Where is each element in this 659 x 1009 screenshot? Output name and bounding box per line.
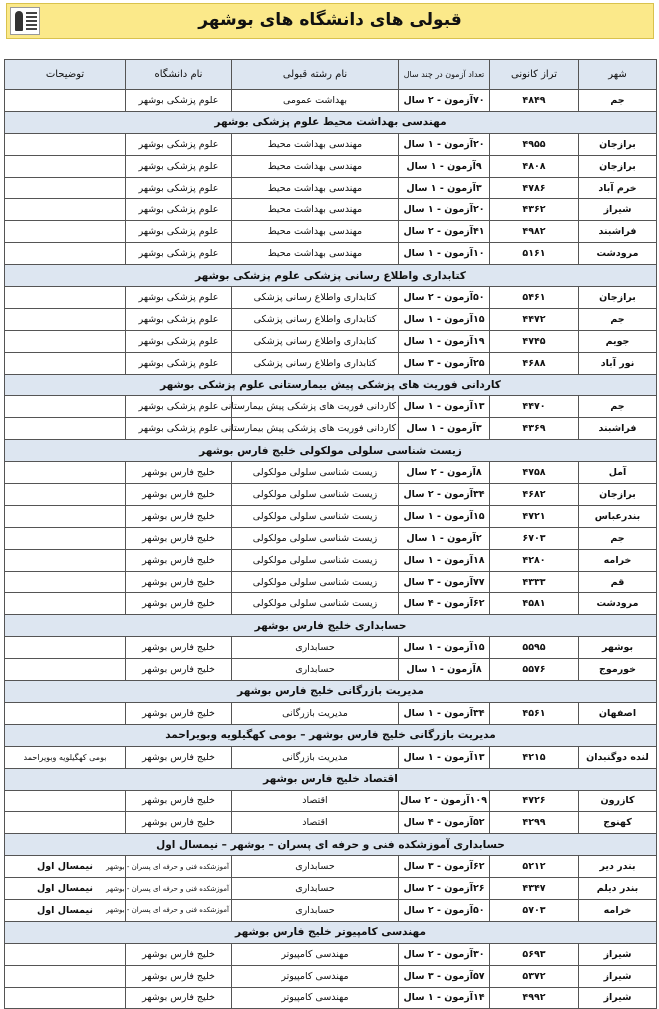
table-row — [5, 899, 657, 921]
major-cell: زیست شناسی سلولی مولکولی — [232, 484, 399, 506]
score-cell: ۶۷۰۳ — [490, 527, 579, 549]
notes-cell — [5, 90, 126, 112]
university-cell: علوم پزشکی بوشهر — [126, 287, 232, 309]
section-row — [5, 921, 657, 943]
city-cell: نور آباد — [579, 352, 657, 374]
section-row — [5, 768, 657, 790]
university-cell: علوم پزشکی بوشهر — [126, 308, 232, 330]
admissions-table — [4, 59, 657, 1009]
table-row — [5, 878, 657, 900]
major-cell: زیست شناسی سلولی مولکولی — [232, 462, 399, 484]
score-cell: ۴۴۷۰ — [490, 396, 579, 418]
university-cell: خلیج فارس بوشهر — [126, 812, 232, 834]
exam-count-cell: ۳آزمون - ۱ سال — [399, 177, 490, 199]
column-header-city: شهر — [579, 60, 657, 90]
section-title: حسابداری خلیج فارس بوشهر — [5, 615, 657, 637]
university-cell: خلیج فارس بوشهر — [126, 987, 232, 1009]
city-cell: کازرون — [579, 790, 657, 812]
major-cell: حسابداری — [232, 659, 399, 681]
university-cell: خلیج فارس بوشهر — [126, 527, 232, 549]
exam-count-cell: ۵۰آزمون - ۲ سال — [399, 899, 490, 921]
city-cell: لنده دوگنبدان — [579, 746, 657, 768]
table-row — [5, 484, 657, 506]
score-cell: ۴۳۴۷ — [490, 878, 579, 900]
section-row — [5, 440, 657, 462]
university-cell: علوم پزشکی بوشهر — [126, 90, 232, 112]
major-cell: زیست شناسی سلولی مولکولی — [232, 571, 399, 593]
table-row — [5, 396, 657, 418]
exam-count-cell: ۱۰۹آزمون - ۲ سال — [399, 790, 490, 812]
notes-cell — [5, 177, 126, 199]
table-row — [5, 177, 657, 199]
score-cell: ۴۲۸۰ — [490, 549, 579, 571]
city-cell: خرم آباد — [579, 177, 657, 199]
page-title: قبولی های دانشگاه های بوشهر — [198, 10, 462, 30]
table-row — [5, 702, 657, 724]
exam-count-cell: ۲۵آزمون - ۳ سال — [399, 352, 490, 374]
university-cell: خلیج فارس بوشهر — [126, 659, 232, 681]
major-cell: حسابداری — [232, 637, 399, 659]
exam-count-cell: ۵۰آزمون - ۲ سال — [399, 287, 490, 309]
exam-count-cell: ۱۵آزمون - ۱ سال — [399, 505, 490, 527]
exam-count-cell: ۱۸آزمون - ۱ سال — [399, 549, 490, 571]
score-cell: ۵۱۶۱ — [490, 243, 579, 265]
notes-cell: نیمسال اول — [5, 878, 126, 900]
city-cell: شیراز — [579, 965, 657, 987]
score-cell: ۴۹۹۲ — [490, 987, 579, 1009]
table-row — [5, 659, 657, 681]
score-cell: ۴۳۳۳ — [490, 571, 579, 593]
city-cell: مرودشت — [579, 243, 657, 265]
notes-cell — [5, 571, 126, 593]
table-row — [5, 637, 657, 659]
table-row — [5, 308, 657, 330]
table-row — [5, 856, 657, 878]
notes-cell — [5, 790, 126, 812]
score-cell: ۴۷۲۱ — [490, 505, 579, 527]
section-title: مهندسی بهداشت محیط علوم پزشکی بوشهر — [5, 111, 657, 133]
university-cell: علوم پزشکی بوشهر — [126, 177, 232, 199]
major-cell: مهندسی بهداشت محیط — [232, 221, 399, 243]
university-cell: خلیج فارس بوشهر — [126, 549, 232, 571]
major-cell: زیست شناسی سلولی مولکولی — [232, 527, 399, 549]
city-cell: بندر دیلم — [579, 878, 657, 900]
table-row — [5, 462, 657, 484]
university-cell: خلیج فارس بوشهر — [126, 571, 232, 593]
major-cell: مهندسی کامپیوتر — [232, 943, 399, 965]
major-cell: مهندسی بهداشت محیط — [232, 199, 399, 221]
score-cell: ۴۷۸۶ — [490, 177, 579, 199]
major-cell: مدیریت بازرگانی — [232, 746, 399, 768]
major-cell: مهندسی بهداشت محیط — [232, 177, 399, 199]
major-cell: مهندسی بهداشت محیط — [232, 155, 399, 177]
university-cell: علوم پزشکی بوشهر — [126, 155, 232, 177]
city-cell: برازجان — [579, 133, 657, 155]
table-row — [5, 352, 657, 374]
notes-cell — [5, 155, 126, 177]
table-row — [5, 790, 657, 812]
exam-count-cell: ۲آزمون - ۱ سال — [399, 527, 490, 549]
score-cell: ۴۷۲۶ — [490, 790, 579, 812]
university-cell: علوم پزشکی بوشهر — [126, 199, 232, 221]
notes-cell — [5, 593, 126, 615]
table-row — [5, 243, 657, 265]
city-cell: خرامه — [579, 899, 657, 921]
exam-count-cell: ۲۶آزمون - ۲ سال — [399, 878, 490, 900]
exam-count-cell: ۵۷آزمون - ۳ سال — [399, 965, 490, 987]
score-cell: ۴۳۶۹ — [490, 418, 579, 440]
major-cell: زیست شناسی سلولی مولکولی — [232, 505, 399, 527]
exam-count-cell: ۲۰آزمون - ۱ سال — [399, 133, 490, 155]
major-cell: کتابداری واطلاع رسانی پزشکی — [232, 330, 399, 352]
exam-count-cell: ۱۵آزمون - ۱ سال — [399, 308, 490, 330]
exam-count-cell: ۳۴آزمون - ۲ سال — [399, 484, 490, 506]
major-cell: زیست شناسی سلولی مولکولی — [232, 593, 399, 615]
notes-cell — [5, 418, 126, 440]
university-cell: علوم پزشکی بوشهر — [126, 221, 232, 243]
table-row — [5, 549, 657, 571]
table-row — [5, 965, 657, 987]
table-row — [5, 812, 657, 834]
notes-cell — [5, 243, 126, 265]
section-title: حسابداری آموزشکده فنی و حرفه ای پسران – بوشهر – نیمسال اول — [5, 834, 657, 856]
score-cell: ۴۶۸۸ — [490, 352, 579, 374]
column-header-score: تراز کانونی — [490, 60, 579, 90]
notes-cell — [5, 659, 126, 681]
notes-cell — [5, 484, 126, 506]
exam-count-cell: ۱۰آزمون - ۱ سال — [399, 243, 490, 265]
city-cell: جم — [579, 308, 657, 330]
exam-count-cell: ۸آزمون - ۲ سال — [399, 462, 490, 484]
notes-cell — [5, 943, 126, 965]
notes-cell — [5, 812, 126, 834]
university-cell: آموزشکده فنی و حرفه ای پسران - بوشهر — [126, 899, 232, 921]
city-cell: قم — [579, 571, 657, 593]
major-cell: مهندسی کامپیوتر — [232, 987, 399, 1009]
section-row — [5, 111, 657, 133]
city-cell: برازجان — [579, 155, 657, 177]
notes-cell — [5, 199, 126, 221]
university-cell: خلیج فارس بوشهر — [126, 702, 232, 724]
notes-cell — [5, 396, 126, 418]
notes-cell: نیمسال اول — [5, 856, 126, 878]
major-cell: حسابداری — [232, 899, 399, 921]
university-cell: علوم پزشکی بوشهر — [126, 396, 232, 418]
column-header-notes: توضیحات — [5, 60, 126, 90]
table-row — [5, 527, 657, 549]
score-cell: ۴۹۸۲ — [490, 221, 579, 243]
page-header — [6, 3, 654, 39]
table-row — [5, 221, 657, 243]
city-cell: جم — [579, 396, 657, 418]
table-row — [5, 199, 657, 221]
exam-count-cell: ۶۲آزمون - ۳ سال — [399, 856, 490, 878]
notes-cell — [5, 308, 126, 330]
notes-cell — [5, 549, 126, 571]
section-title: زیست شناسی سلولی مولکولی خلیج فارس بوشهر — [5, 440, 657, 462]
university-cell: خلیج فارس بوشهر — [126, 746, 232, 768]
notes-cell — [5, 221, 126, 243]
exam-count-cell: ۱۳آزمون - ۱ سال — [399, 396, 490, 418]
city-cell: شیراز — [579, 943, 657, 965]
table-row — [5, 987, 657, 1009]
section-title: کاردانی فوریت های پزشکی پیش بیمارستانی علوم پزشکی بوشهر — [5, 374, 657, 396]
score-cell: ۴۹۵۵ — [490, 133, 579, 155]
table-row — [5, 593, 657, 615]
exam-count-cell: ۵۲آزمون - ۴ سال — [399, 812, 490, 834]
table-header-row — [5, 60, 657, 90]
score-cell: ۴۶۸۲ — [490, 484, 579, 506]
table-row — [5, 571, 657, 593]
score-cell: ۵۵۷۶ — [490, 659, 579, 681]
university-cell: علوم پزشکی بوشهر — [126, 418, 232, 440]
section-title: اقتصاد خلیج فارس بوشهر — [5, 768, 657, 790]
exam-count-cell: ۱۳آزمون - ۱ سال — [399, 746, 490, 768]
score-cell: ۴۷۵۸ — [490, 462, 579, 484]
table-row — [5, 133, 657, 155]
exam-count-cell: ۴۱آزمون - ۲ سال — [399, 221, 490, 243]
notes-cell — [5, 330, 126, 352]
city-cell: فراشبند — [579, 221, 657, 243]
score-cell: ۴۷۴۵ — [490, 330, 579, 352]
university-cell: علوم پزشکی بوشهر — [126, 330, 232, 352]
city-cell: اصفهان — [579, 702, 657, 724]
city-cell: فراشبند — [579, 418, 657, 440]
exam-count-cell: ۳۴آزمون - ۱ سال — [399, 702, 490, 724]
city-cell: خورموج — [579, 659, 657, 681]
city-cell: شیراز — [579, 987, 657, 1009]
section-row — [5, 834, 657, 856]
major-cell: حسابداری — [232, 878, 399, 900]
university-cell: خلیج فارس بوشهر — [126, 637, 232, 659]
score-cell: ۴۳۶۲ — [490, 199, 579, 221]
city-cell: آمل — [579, 462, 657, 484]
city-cell: بندر دیر — [579, 856, 657, 878]
section-row — [5, 615, 657, 637]
major-cell: کاردانی فوریت های پزشکی پیش بیمارستانی — [232, 418, 399, 440]
exam-count-cell: ۹آزمون - ۱ سال — [399, 155, 490, 177]
section-row — [5, 724, 657, 746]
score-cell: ۵۷۰۳ — [490, 899, 579, 921]
university-cell: آموزشکده فنی و حرفه ای پسران - بوشهر — [126, 878, 232, 900]
exam-count-cell: ۶۲آزمون - ۴ سال — [399, 593, 490, 615]
notes-cell: نیمسال اول — [5, 899, 126, 921]
notes-cell — [5, 987, 126, 1009]
exam-count-cell: ۳۰آزمون - ۲ سال — [399, 943, 490, 965]
city-cell: بوشهر — [579, 637, 657, 659]
major-cell: مهندسی کامپیوتر — [232, 965, 399, 987]
score-cell: ۴۵۸۱ — [490, 593, 579, 615]
major-cell: کتابداری واطلاع رسانی پزشکی — [232, 308, 399, 330]
section-row — [5, 681, 657, 703]
city-cell: کهنوج — [579, 812, 657, 834]
major-cell: بهداشت عمومی — [232, 90, 399, 112]
table-row — [5, 155, 657, 177]
major-cell: مهندسی بهداشت محیط — [232, 243, 399, 265]
table-row — [5, 746, 657, 768]
score-cell: ۵۴۶۱ — [490, 287, 579, 309]
exam-count-cell: ۱۹آزمون - ۱ سال — [399, 330, 490, 352]
major-cell: کتابداری واطلاع رسانی پزشکی — [232, 352, 399, 374]
university-cell: آموزشکده فنی و حرفه ای پسران - بوشهر — [126, 856, 232, 878]
major-cell: مدیریت بازرگانی — [232, 702, 399, 724]
table-row — [5, 418, 657, 440]
major-cell: اقتصاد — [232, 790, 399, 812]
exam-count-cell: ۷۷آزمون - ۳ سال — [399, 571, 490, 593]
major-cell: اقتصاد — [232, 812, 399, 834]
score-cell: ۵۲۱۲ — [490, 856, 579, 878]
section-title: مهندسی کامپیوتر خلیج فارس بوشهر — [5, 921, 657, 943]
university-cell: خلیج فارس بوشهر — [126, 505, 232, 527]
section-title: کتابداری واطلاع رسانی پزشکی علوم پزشکی بوشهر — [5, 265, 657, 287]
city-cell: خرامه — [579, 549, 657, 571]
notes-cell — [5, 702, 126, 724]
score-cell: ۴۸۰۸ — [490, 155, 579, 177]
notes-cell — [5, 527, 126, 549]
score-cell: ۵۳۷۲ — [490, 965, 579, 987]
exam-count-cell: ۳آزمون - ۱ سال — [399, 418, 490, 440]
university-cell: خلیج فارس بوشهر — [126, 484, 232, 506]
university-cell: خلیج فارس بوشهر — [126, 965, 232, 987]
table-row — [5, 943, 657, 965]
score-cell: ۵۵۹۵ — [490, 637, 579, 659]
notes-cell — [5, 965, 126, 987]
city-cell: برازجان — [579, 484, 657, 506]
notes-cell — [5, 133, 126, 155]
notes-cell — [5, 637, 126, 659]
notes-cell: بومی کهگیلویه وبویراحمد — [5, 746, 126, 768]
score-cell: ۴۲۱۵ — [490, 746, 579, 768]
university-cell: علوم پزشکی بوشهر — [126, 243, 232, 265]
notes-cell — [5, 505, 126, 527]
exam-count-cell: ۱۵آزمون - ۱ سال — [399, 637, 490, 659]
city-cell: برازجان — [579, 287, 657, 309]
exam-count-cell: ۱۴آزمون - ۱ سال — [399, 987, 490, 1009]
score-cell: ۴۵۶۱ — [490, 702, 579, 724]
university-cell: خلیج فارس بوشهر — [126, 943, 232, 965]
table-row — [5, 505, 657, 527]
column-header-major: نام رشته قبولی — [232, 60, 399, 90]
notes-cell — [5, 287, 126, 309]
exam-count-cell: ۸آزمون - ۱ سال — [399, 659, 490, 681]
city-cell: جویم — [579, 330, 657, 352]
column-header-university: نام دانشگاه — [126, 60, 232, 90]
table-row — [5, 330, 657, 352]
university-cell: خلیج فارس بوشهر — [126, 790, 232, 812]
exam-count-cell: ۲۰آزمون - ۱ سال — [399, 199, 490, 221]
city-cell: بندرعباس — [579, 505, 657, 527]
table-row — [5, 287, 657, 309]
major-cell: حسابداری — [232, 856, 399, 878]
city-cell: جم — [579, 527, 657, 549]
score-cell: ۴۲۹۹ — [490, 812, 579, 834]
exam-count-cell: ۷۰آزمون - ۲ سال — [399, 90, 490, 112]
major-cell: مهندسی بهداشت محیط — [232, 133, 399, 155]
university-cell: علوم پزشکی بوشهر — [126, 133, 232, 155]
notes-cell — [5, 352, 126, 374]
city-cell: مرودشت — [579, 593, 657, 615]
university-cell: خلیج فارس بوشهر — [126, 593, 232, 615]
major-cell: کتابداری واطلاع رسانی پزشکی — [232, 287, 399, 309]
notes-cell — [5, 462, 126, 484]
score-cell: ۴۴۷۲ — [490, 308, 579, 330]
city-cell: جم — [579, 90, 657, 112]
section-row — [5, 265, 657, 287]
column-header-exam-count: تعداد آزمون در چند سال — [399, 60, 490, 90]
section-row — [5, 374, 657, 396]
section-title: مدیریت بازرگانی خلیج فارس بوشهر – بومی کهگیلویه وبویراحمد — [5, 724, 657, 746]
section-title: مدیریت بازرگانی خلیج فارس بوشهر — [5, 681, 657, 703]
university-cell: علوم پزشکی بوشهر — [126, 352, 232, 374]
major-cell: زیست شناسی سلولی مولکولی — [232, 549, 399, 571]
score-cell: ۴۸۴۹ — [490, 90, 579, 112]
city-cell: شیراز — [579, 199, 657, 221]
table-row — [5, 90, 657, 112]
score-cell: ۵۶۹۳ — [490, 943, 579, 965]
university-cell: خلیج فارس بوشهر — [126, 462, 232, 484]
major-cell: کاردانی فوریت های پزشکی پیش بیمارستانی — [232, 396, 399, 418]
